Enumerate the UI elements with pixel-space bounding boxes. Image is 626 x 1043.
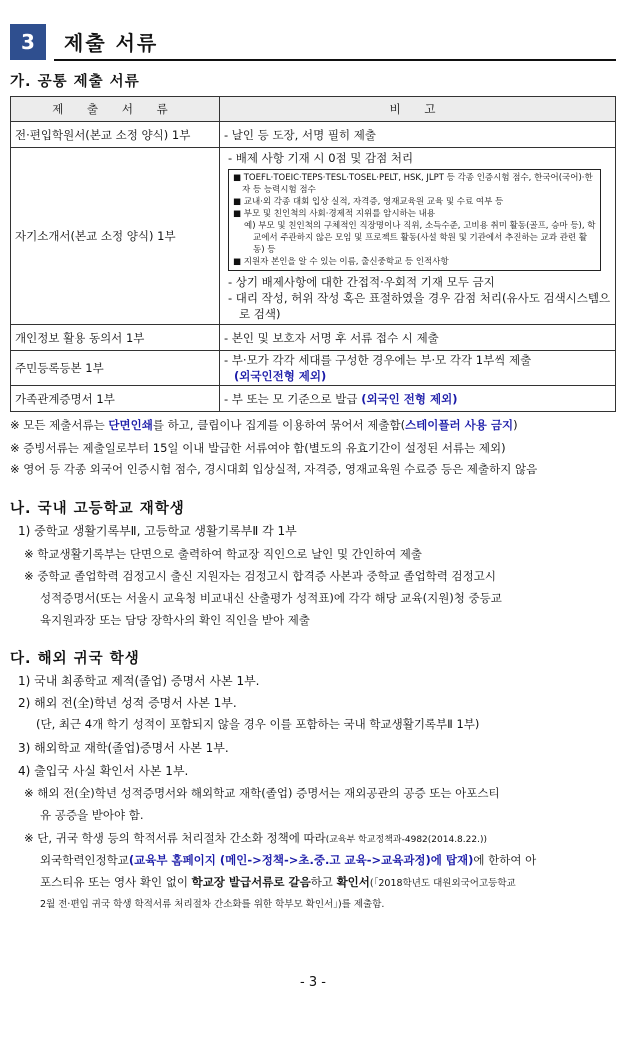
table-row bbox=[11, 325, 616, 351]
exclusion-box bbox=[228, 169, 601, 271]
exclusion-item: ■ 교내·외 각종 대회 입상 실적, 자격증, 영재교육원 교육 및 수료 여부 등 bbox=[233, 197, 504, 207]
doc-cell: 전·편입학원서(본교 소정 양식) 1부 bbox=[11, 122, 220, 148]
note-text: (교육부 학교정책과-4982(2014.8.22.)) bbox=[325, 835, 487, 845]
note-line: - 부·모가 각각 세대를 구성한 경우에는 부·모 각각 1부씩 제출 bbox=[224, 353, 532, 367]
list-item: 1) 국내 최종학교 제적(졸업) 증명서 사본 1부. bbox=[18, 674, 260, 688]
note-text: 를 하고, 클립이나 집게를 이용하여 묶어서 제출함( bbox=[152, 418, 406, 432]
note-bold: 학교장 발급서류로 갈음 bbox=[191, 875, 311, 889]
note-line: - 대리 작성, 허위 작성 혹은 표절하였을 경우 감점 처리(유사도 검색시스템으로 검색) bbox=[228, 291, 611, 321]
table-row bbox=[11, 351, 616, 386]
documents-table bbox=[10, 96, 616, 412]
list-item: ※ 학교생활기록부는 단면으로 출력하여 학교장 직인으로 날인 및 간인하여 제출 bbox=[24, 547, 423, 561]
list-item: 성적증명서(또는 서울시 교육청 비교내신 산출평가 성적표)에 각각 해당 교육(지원)청 중등교 bbox=[40, 591, 502, 605]
list-item: (단, 최근 4개 학기 성적이 포함되지 않을 경우 이를 포함하는 국내 학교생활기록부Ⅱ 1부) bbox=[36, 717, 480, 731]
note-top: - 배제 사항 기재 시 0점 및 감점 처리 bbox=[228, 151, 414, 165]
note-line: - 부 또는 모 기준으로 발급 bbox=[224, 391, 358, 406]
note-text: 포스티유 또는 영사 확인 없이 bbox=[40, 875, 192, 889]
note-text: ) bbox=[513, 418, 518, 432]
list-item: ※ 해외 전(全)학년 성적증명서와 해외학교 재학(졸업) 증명서는 재외공관의 공증 또는 아포스티 bbox=[24, 786, 500, 800]
note-bold: 확인서 bbox=[336, 875, 370, 889]
list-item: ※ 중학교 졸업학력 검정고시 출신 지원자는 검정고시 합격증 사본과 중학교 졸업학력 검정고시 bbox=[24, 569, 496, 583]
note-highlight: 스테이플러 사용 금지 bbox=[405, 418, 514, 432]
note-highlight: (교육부 홈페이지 (메인->정책->초.중.고 교육->교육과정)에 탑재) bbox=[128, 853, 474, 867]
note-cell bbox=[220, 386, 616, 412]
subsection-b-title: 나. 국내 고등학교 재학생 bbox=[10, 501, 185, 517]
table-row bbox=[11, 386, 616, 412]
note-text: 에 한하여 아 bbox=[473, 853, 537, 867]
section-number: 3 bbox=[10, 24, 46, 60]
page-number: - 3 - bbox=[300, 975, 326, 990]
foreign-exclusion-note: (외국인 전형 제외) bbox=[361, 391, 458, 406]
note-line bbox=[10, 417, 518, 433]
note-text: ※ 단, 귀국 학생 등의 학적서류 처리절차 간소화 정책에 따라 bbox=[24, 831, 326, 845]
list-item: 육지원과장 또는 담당 장학사의 확인 직인을 받아 제출 bbox=[40, 613, 310, 627]
note-highlight: 단면인쇄 bbox=[108, 418, 153, 432]
exclusion-item: 예) 부모 및 친인척의 구체적인 직장명이나 직위, 소득수준, 고비용 취미 활동(골프, 승마 등), 학교에서 주관하지 않은 모임 및 프로젝트 활동(사설 학원 및 기관에서 추진하는 교과 관련 활동) 등 bbox=[244, 221, 596, 255]
note-cell: - 날인 등 도장, 서명 필히 제출 bbox=[220, 122, 616, 148]
note-line: ※ 영어 등 각종 외국어 인증시험 점수, 경시대회 입상실적, 자격증, 영재교육원 수료증 등은 제출하지 않음 bbox=[10, 462, 538, 476]
note-text: (「2018학년도 대원외국어고등학교 bbox=[369, 878, 516, 889]
doc-cell: 가족관계증명서 1부 bbox=[11, 386, 220, 412]
subsection-a-title: 가. 공통 제출 서류 bbox=[10, 74, 140, 90]
list-item: 3) 해외학교 재학(졸업)증명서 사본 1부. bbox=[18, 741, 229, 755]
subsection-c-title: 다. 해외 귀국 학생 bbox=[10, 651, 140, 667]
table-row bbox=[11, 122, 616, 148]
list-item bbox=[24, 830, 487, 846]
doc-cell: 자기소개서(본교 소정 양식) 1부 bbox=[11, 148, 220, 325]
list-item bbox=[40, 852, 536, 868]
note-cell bbox=[220, 148, 616, 325]
note-text: 하고 bbox=[310, 875, 337, 889]
doc-cell: 주민등록등본 1부 bbox=[11, 351, 220, 386]
exclusion-item: ■ 지원자 본인을 알 수 있는 이름, 출신중학교 등 인적사항 bbox=[233, 257, 449, 267]
list-item: 유 공증을 받아야 함. bbox=[40, 808, 144, 822]
table-row bbox=[11, 148, 616, 325]
header-docs: 제 출 서 류 bbox=[11, 97, 220, 122]
note-line: ※ 증빙서류는 제출일로부터 15일 이내 발급한 서류여야 함(별도의 유효기간이 설정된 서류는 제외) bbox=[10, 441, 506, 455]
section-header bbox=[10, 19, 616, 61]
note-text: ※ 모든 제출서류는 bbox=[10, 418, 109, 432]
note-line: - 상기 배제사항에 대한 간접적·우회적 기재 모두 금지 bbox=[228, 275, 495, 289]
exclusion-item: ■ TOEFL·TOEIC·TEPS·TESL·TOSEL·PELT, HSK, JLPT 등 각종 인증시험 점수, 한국어(국어)·한자 등 능력시험 점수 bbox=[233, 173, 593, 195]
doc-cell: 개인정보 활용 동의서 1부 bbox=[11, 325, 220, 351]
exclusion-item: ■ 부모 및 친인척의 사회·경제적 지위를 암시하는 내용 bbox=[233, 209, 436, 219]
note-cell: - 본인 및 보호자 서명 후 서류 접수 시 제출 bbox=[220, 325, 616, 351]
header-rule bbox=[54, 59, 616, 61]
list-item: 2월 전·편입 귀국 학생 학적서류 처리절차 간소화를 위한 학부모 확인서」)를 제출함. bbox=[40, 899, 385, 910]
note-cell bbox=[220, 351, 616, 386]
header-note: 비 고 bbox=[220, 97, 616, 122]
list-item bbox=[40, 874, 516, 890]
foreign-exclusion-note: (외국인전형 제외) bbox=[234, 369, 327, 383]
note-text: 외국학력인정학교 bbox=[40, 853, 129, 867]
section-title: 제출 서류 bbox=[64, 31, 159, 55]
list-item: 2) 해외 전(全)학년 성적 증명서 사본 1부. bbox=[18, 696, 237, 710]
list-item: 1) 중학교 생활기록부Ⅱ, 고등학교 생활기록부Ⅱ 각 1부 bbox=[18, 524, 297, 538]
list-item: 4) 출입국 사실 확인서 사본 1부. bbox=[18, 764, 189, 778]
